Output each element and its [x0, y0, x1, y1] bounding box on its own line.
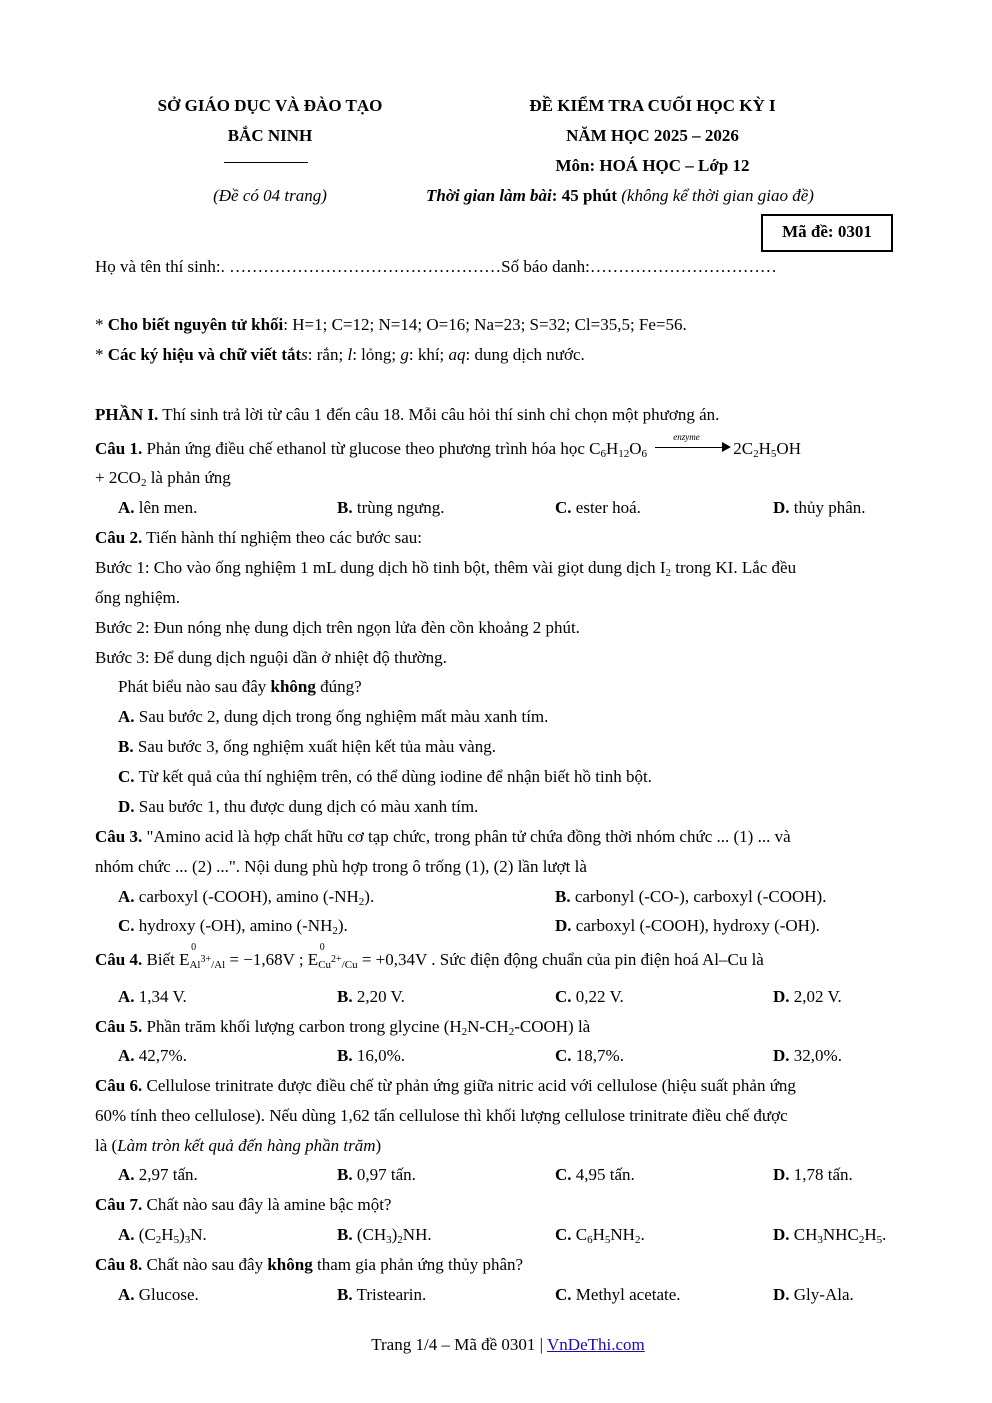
exam-title: ĐỀ KIỂM TRA CUỐI HỌC KỲ I	[529, 96, 776, 115]
department-province: BẮC NINH	[227, 126, 313, 145]
student-name-field[interactable]: …………………………………………	[229, 257, 502, 276]
q7-option-a[interactable]: A. $(C_2H_5)_3N$.	[118, 1225, 207, 1246]
time-label: Thời gian làm bài	[426, 186, 552, 205]
question-label: Câu 8.	[95, 1255, 143, 1274]
abbr-l-text: : lỏng;	[352, 345, 401, 364]
q2-prompt: Phát biểu nào sau đây không đúng?	[118, 677, 362, 696]
arrow-label: enzyme	[673, 432, 700, 442]
footer-text: Trang 1/4 – Mã đề 0301 |	[371, 1335, 548, 1354]
q1-option-d[interactable]: D. thủy phân.	[773, 498, 866, 517]
question-3	[95, 827, 791, 847]
q2-step3: Bước 3: Để dung dịch nguội dần ở nhiệt độ thường.	[95, 648, 447, 667]
question-6: Câu 6. Cellulose trinitrate được điều chế từ phản ứng giữa nitric acid với cellulose (hiệu suất phản ứng	[95, 1076, 796, 1095]
question-label: Câu 1.	[95, 439, 143, 458]
q2-step1-cont: ống nghiệm.	[95, 588, 180, 607]
note-bullet: *	[95, 315, 108, 334]
q7-option-b[interactable]: B. $(CH_3)_2NH$.	[337, 1225, 432, 1246]
exam-code-box	[761, 214, 893, 252]
exam-time	[426, 186, 814, 206]
abbr-aq-text: : dung dịch nước.	[465, 345, 585, 364]
question-label: Câu 6.	[95, 1076, 143, 1095]
question-label: Câu 2.	[95, 528, 143, 547]
q8-option-c[interactable]: C. Methyl acetate.	[555, 1285, 681, 1304]
header-divider	[224, 162, 308, 163]
q6-option-a[interactable]: A. 2,97 tấn.	[118, 1165, 198, 1184]
question-2	[95, 528, 422, 548]
q8-option-b[interactable]: B. Tristearin.	[337, 1285, 427, 1304]
question-text: là phản ứng	[146, 468, 231, 487]
page-count-note: (Đề có 04 trang)	[213, 186, 327, 205]
q5-option-b[interactable]: B. 16,0%.	[337, 1046, 406, 1065]
q1-option-c[interactable]: C. ester hoá.	[555, 498, 641, 517]
abbr-s-text: : rắn;	[307, 345, 348, 364]
part1-heading	[95, 405, 719, 425]
q5-option-d[interactable]: D. 32,0%.	[773, 1046, 842, 1065]
question-text: Phản ứng điều chế ethanol từ glucose theo phương trình hóa học C	[142, 439, 601, 458]
abbr-l: l	[347, 345, 353, 364]
student-info-line	[95, 257, 777, 277]
question-1-cont: + $2CO_2$ là phản ứng	[95, 468, 231, 489]
atomic-mass-label: Cho biết nguyên tử khối	[107, 315, 284, 334]
abbr-g-text: : khí;	[408, 345, 449, 364]
question-6-cont2: là (Làm tròn kết quả đến hàng phần trăm)	[95, 1136, 382, 1155]
question-text: Tiến hành thí nghiệm theo các bước sau:	[142, 528, 423, 547]
question-7: Câu 7. Chất nào sau đây là amine bậc một?	[95, 1195, 392, 1214]
student-name-label: Họ và tên thí sinh:.	[95, 257, 230, 276]
q4-option-d[interactable]: D. 2,02 V.	[773, 987, 842, 1006]
atomic-mass-values: : H=1; C=12; N=14; O=16; Na=23; S=32; Cl=35,5; Fe=56.	[283, 315, 687, 334]
q5-option-c[interactable]: C. 18,7%.	[555, 1046, 624, 1065]
student-id-label: Số báo danh:	[501, 257, 590, 276]
q5-option-a[interactable]: A. 42,7%.	[118, 1046, 187, 1065]
q2-option-b[interactable]: B. Sau bước 3, ống nghiệm xuất hiện kết tủa màu vàng.	[118, 737, 496, 756]
q2-step1: Bước 1: Cho vào ống nghiệm 1 mL dung dịch hồ tinh bột, thêm vài giọt dung dịch $I_2$ trong KI. Lắc đều	[95, 558, 797, 579]
note-bullet: *	[95, 345, 108, 364]
question-label: Câu 5.	[95, 1017, 143, 1036]
q3-option-c[interactable]: C. hydroxy (-OH), amino $(-NH_2)$.	[118, 916, 348, 937]
q4-option-b[interactable]: B. 2,20 V.	[337, 987, 405, 1006]
q6-option-b[interactable]: B. 0,97 tấn.	[337, 1165, 416, 1184]
question-1: Câu 1. Phản ứng điều chế ethanol từ glucose theo phương trình hóa học $C_6H_{12}O_6$ enzyme $2C_2H_5OH$	[95, 432, 801, 460]
q4-option-a[interactable]: A. 1,34 V.	[118, 987, 187, 1006]
abbr-s: s	[301, 345, 308, 364]
q3-option-a[interactable]: A. carboxyl (-COOH), amino $(-NH_2)$.	[118, 887, 375, 908]
q6-option-c[interactable]: C. 4,95 tấn.	[555, 1165, 635, 1184]
exam-code: Mã đề: 0301	[782, 222, 872, 241]
question-text: + 2CO	[95, 468, 141, 487]
question-8: Câu 8. Chất nào sau đây không tham gia phản ứng thủy phân?	[95, 1255, 524, 1274]
q4-option-c[interactable]: C. 0,22 V.	[555, 987, 624, 1006]
question-label: Câu 3.	[95, 827, 143, 846]
standard-potential-cu: E 0 $_{Cu^{2+}/Cu}$	[307, 942, 358, 971]
q7-option-d[interactable]: D. $CH_3NHC_2H_5$.	[773, 1225, 887, 1246]
q8-option-a[interactable]: A. Glucose.	[118, 1285, 199, 1304]
subject: Môn: HOÁ HỌC – Lớp 12	[555, 156, 750, 175]
q2-step2: Bước 2: Đun nóng nhẹ dung dịch trên ngọn lửa đèn cồn khoảng 2 phút.	[95, 618, 580, 637]
abbr-g: g	[400, 345, 409, 364]
question-5: Câu 5. Phần trăm khối lượng carbon trong glycine $(H_2N-CH_2-COOH)$ là	[95, 1017, 591, 1038]
q1-option-b[interactable]: B. trùng ngưng.	[337, 498, 445, 517]
abbreviation-label: Các ký hiệu và chữ viết tắt	[107, 345, 302, 364]
part1-instruction: Thí sinh trả lời từ câu 1 đến câu 18. Mỗi câu hỏi thí sinh chỉ chọn một phương án.	[158, 405, 720, 424]
question-3-cont: nhóm chức ... (2) ...". Nội dung phù hợp trong ô trống (1), (2) lần lượt là	[95, 857, 587, 876]
question-4: Câu 4. Biết E 0 $_{Al^{3+}/Al}$ = −1,68V ; E 0 $_{Cu^{2+}/Cu}$ = +0,34V . Sức điện động chuẩn của pin điện hoá Al–Cu là	[95, 942, 764, 971]
q2-option-d[interactable]: D. Sau bước 1, thu được dung dịch có màu xanh tím.	[118, 797, 479, 816]
abbreviation-note	[95, 345, 585, 365]
question-label: Câu 7.	[95, 1195, 143, 1214]
abbr-aq: aq	[448, 345, 466, 364]
reaction-arrow	[653, 432, 731, 456]
department-name: SỞ GIÁO DỤC VÀ ĐÀO TẠO	[157, 96, 383, 115]
q3-option-d[interactable]: D. carboxyl (-COOH), hydroxy (-OH).	[555, 916, 820, 935]
question-label: Câu 4.	[95, 950, 143, 969]
footer-link[interactable]: VnDeThi.com	[547, 1335, 645, 1354]
q3-option-b[interactable]: B. carbonyl (-CO-), carboxyl (-COOH).	[555, 887, 827, 906]
school-year: NĂM HỌC 2025 – 2026	[566, 126, 739, 145]
q7-option-c[interactable]: C. $C_6H_5NH_2$.	[555, 1225, 645, 1246]
standard-potential-al: E 0 $_{Al^{3+}/Al}$	[179, 942, 226, 971]
q6-option-d[interactable]: D. 1,78 tấn.	[773, 1165, 853, 1184]
time-value: : 45 phút	[551, 186, 617, 205]
q1-option-a[interactable]: A. lên men.	[118, 498, 198, 517]
atomic-mass-note	[95, 315, 687, 335]
time-note: (không kể thời gian giao đề)	[621, 186, 814, 205]
page-footer	[0, 1335, 992, 1355]
q2-option-a[interactable]: A. Sau bước 2, dung dịch trong ống nghiệm mất màu xanh tím.	[118, 707, 549, 726]
question-text: "Amino acid là hợp chất hữu cơ tạp chức, trong phân tử chứa đồng thời nhóm chức ... (1) ... và	[142, 827, 791, 846]
part1-label: PHẦN I.	[95, 405, 159, 424]
question-6-cont: 60% tính theo cellulose). Nếu dùng 1,62 tấn cellulose thì khối lượng cellulose trinitrate điều chế được	[95, 1106, 788, 1125]
q8-option-d[interactable]: D. Gly-Ala.	[773, 1285, 854, 1304]
q2-option-c[interactable]: C. Từ kết quả của thí nghiệm trên, có thể dùng iodine để nhận biết hồ tinh bột.	[118, 767, 652, 786]
student-id-field[interactable]: ……………………………	[589, 257, 777, 276]
